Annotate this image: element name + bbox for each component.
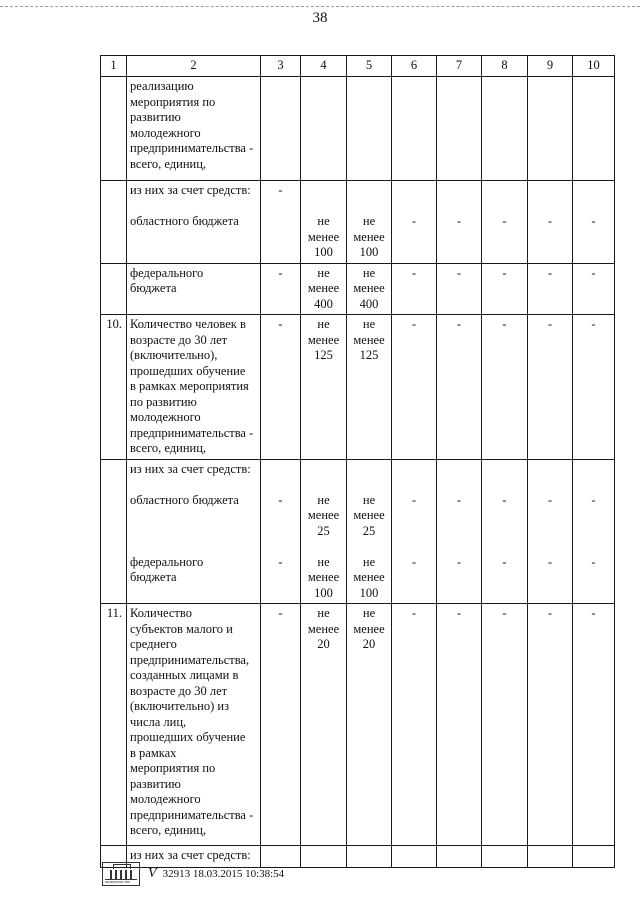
row-description [127, 604, 261, 846]
value-cell-col9 [528, 263, 573, 315]
signature-mark: V [148, 866, 157, 881]
table-row [101, 263, 615, 315]
value-cell-col7-text: - [456, 214, 462, 228]
table-row [101, 181, 615, 264]
value-cell-col4 [301, 263, 347, 315]
col-header-3: 3 [261, 56, 301, 77]
col-header-10: 10 [573, 56, 615, 77]
document-stamp: 32913 18.03.2015 10:38:54 [162, 868, 285, 880]
value-cell-col5 [347, 77, 392, 181]
row-number [101, 315, 127, 460]
value-cell-col7 [437, 315, 482, 460]
value-cell-col5-text: не менее 20 [353, 606, 385, 651]
value-cell-col9 [528, 181, 573, 264]
value-cell-col8-text: - - [502, 492, 507, 569]
value-cell-col5-text: не менее 25 не менее 100 [353, 492, 385, 600]
value-cell-col5 [347, 181, 392, 264]
value-cell-col10-text: - [591, 214, 596, 228]
value-cell-col9-text: - - [547, 492, 553, 569]
value-cell-col5-text: не менее 400 [353, 265, 385, 311]
row-description-text: из них за счет средств: областного бюджета [130, 183, 251, 228]
value-cell-col3 [261, 604, 301, 846]
value-cell-col3-text: - [278, 265, 283, 280]
value-cell-col3 [261, 459, 301, 604]
value-cell-col10-text: - [591, 265, 596, 280]
row-description [127, 263, 261, 315]
value-cell-col6 [392, 846, 437, 868]
value-cell-col9 [528, 604, 573, 846]
value-cell-col8 [482, 181, 528, 264]
table-row [101, 604, 615, 846]
table-row [101, 315, 615, 460]
value-cell-col9 [528, 77, 573, 181]
value-cell-col5 [347, 846, 392, 868]
value-cell-col7 [437, 181, 482, 264]
value-cell-col9-text: - [547, 317, 553, 331]
row-description-text: реализацию мероприятия по развитию молодежного предпринимательства - всего, единиц, [130, 79, 254, 171]
col-header-6: 6 [392, 56, 437, 77]
value-cell-col3-text: - [278, 183, 283, 197]
table-row [101, 459, 615, 604]
value-cell-col5-text: не менее 125 [353, 317, 385, 362]
row-number [101, 77, 127, 181]
value-cell-col4-text: не менее 20 [307, 606, 340, 651]
value-cell-col4-text: не менее 25 не менее 100 [307, 492, 340, 600]
row-description [127, 459, 261, 604]
value-cell-col5-text: не менее 100 [353, 214, 385, 259]
value-cell-col10 [573, 459, 615, 604]
value-cell-col8 [482, 846, 528, 868]
document-footer [102, 862, 284, 886]
value-cell-col6 [392, 77, 437, 181]
value-cell-col9 [528, 315, 573, 460]
value-cell-col3-text: - - [278, 492, 283, 569]
value-cell-col8-text: - [502, 265, 507, 280]
value-cell-col7 [437, 604, 482, 846]
value-cell-col6 [392, 315, 437, 460]
value-cell-col6-text: - [411, 606, 417, 620]
value-cell-col4-text: не менее 125 [307, 317, 340, 362]
col-header-4: 4 [301, 56, 347, 77]
government-emblem-icon [102, 862, 140, 886]
value-cell-col10-text: - - [591, 492, 596, 569]
value-cell-col4 [301, 315, 347, 460]
value-cell-col4 [301, 604, 347, 846]
row-number [101, 181, 127, 264]
page-number: 38 [312, 10, 328, 26]
value-cell-col5 [347, 604, 392, 846]
row-number [101, 263, 127, 315]
value-cell-col10 [573, 77, 615, 181]
row-description-text: из них за счет средств: [130, 848, 251, 862]
value-cell-col4-text: не менее 400 [307, 265, 340, 311]
value-cell-col6-text: - [411, 214, 417, 228]
row-description-text: из них за счет средств: областного бюджета федерального бюджета [130, 461, 251, 584]
value-cell-col6-text: - [411, 265, 417, 280]
value-cell-col7 [437, 459, 482, 604]
value-cell-col7-text: - [456, 265, 462, 280]
value-cell-col9 [528, 459, 573, 604]
value-cell-col10 [573, 604, 615, 846]
value-cell-col5 [347, 459, 392, 604]
col-header-7: 7 [437, 56, 482, 77]
row-description-text: федерального бюджета [130, 265, 204, 295]
row-description [127, 77, 261, 181]
value-cell-col9-text: - [547, 265, 553, 280]
value-cell-col8 [482, 604, 528, 846]
value-cell-col4 [301, 846, 347, 868]
row-description-text: Количество субъектов малого и среднего предпринимательства, созданных лицами в возрасте до 30 лет (включительно) из числа лиц, прошедших обучение в рамках мероприятия по развитию молодежного предпринимательства - всего, единиц, [130, 606, 254, 837]
value-cell-col7 [437, 846, 482, 868]
value-cell-col4 [301, 459, 347, 604]
value-cell-col3 [261, 315, 301, 460]
value-cell-col7-text: - [456, 606, 462, 620]
value-cell-col9 [528, 846, 573, 868]
value-cell-col4 [301, 77, 347, 181]
value-cell-col8-text: - [502, 317, 507, 331]
value-cell-col3 [261, 77, 301, 181]
value-cell-col3-text: - [278, 317, 283, 331]
value-cell-col7-text: - [456, 317, 462, 331]
row-description [127, 315, 261, 460]
value-cell-col6-text: - - [411, 492, 417, 569]
value-cell-col5 [347, 263, 392, 315]
col-header-5: 5 [347, 56, 392, 77]
row-number-text: 10. [106, 317, 122, 331]
table-body [101, 77, 615, 868]
value-cell-col8-text: - [502, 606, 507, 620]
value-cell-col6 [392, 459, 437, 604]
value-cell-col6-text: - [411, 317, 417, 331]
row-description-text: Количество человек в возрасте до 30 лет (включительно), прошедших обучение в рамках мероприятия по развитию молодежного предпринимательства - всего, единиц, [130, 317, 254, 455]
col-header-8: 8 [482, 56, 528, 77]
value-cell-col8 [482, 77, 528, 181]
row-number [101, 604, 127, 846]
col-header-9: 9 [528, 56, 573, 77]
value-cell-col8 [482, 263, 528, 315]
value-cell-col10 [573, 846, 615, 868]
table-row [101, 77, 615, 181]
col-header-1: 1 [101, 56, 127, 77]
value-cell-col8 [482, 459, 528, 604]
value-cell-col4 [301, 181, 347, 264]
value-cell-col10 [573, 315, 615, 460]
header-row [101, 56, 615, 77]
row-number [101, 459, 127, 604]
col-header-2: 2 [127, 56, 261, 77]
emblem-caption: ПРАВИТЕЛЬСТВО [105, 879, 137, 884]
value-cell-col3-text: - [278, 606, 283, 620]
indicator-table [100, 55, 615, 868]
value-cell-col6 [392, 263, 437, 315]
value-cell-col8 [482, 315, 528, 460]
value-cell-col5 [347, 315, 392, 460]
value-cell-col9-text: - [547, 606, 553, 620]
value-cell-col6 [392, 181, 437, 264]
value-cell-col3 [261, 181, 301, 264]
value-cell-col10-text: - [591, 317, 596, 331]
value-cell-col4-text: не менее 100 [307, 214, 340, 259]
value-cell-col10 [573, 181, 615, 264]
value-cell-col7 [437, 263, 482, 315]
value-cell-col9-text: - [547, 214, 553, 228]
row-description [127, 181, 261, 264]
value-cell-col3 [261, 263, 301, 315]
value-cell-col7-text: - - [456, 492, 462, 569]
value-cell-col10 [573, 263, 615, 315]
scan-artifact-line [0, 6, 640, 8]
value-cell-col7 [437, 77, 482, 181]
value-cell-col8-text: - [502, 214, 507, 228]
value-cell-col6 [392, 604, 437, 846]
value-cell-col10-text: - [591, 606, 596, 620]
row-number-text: 11. [106, 606, 122, 620]
